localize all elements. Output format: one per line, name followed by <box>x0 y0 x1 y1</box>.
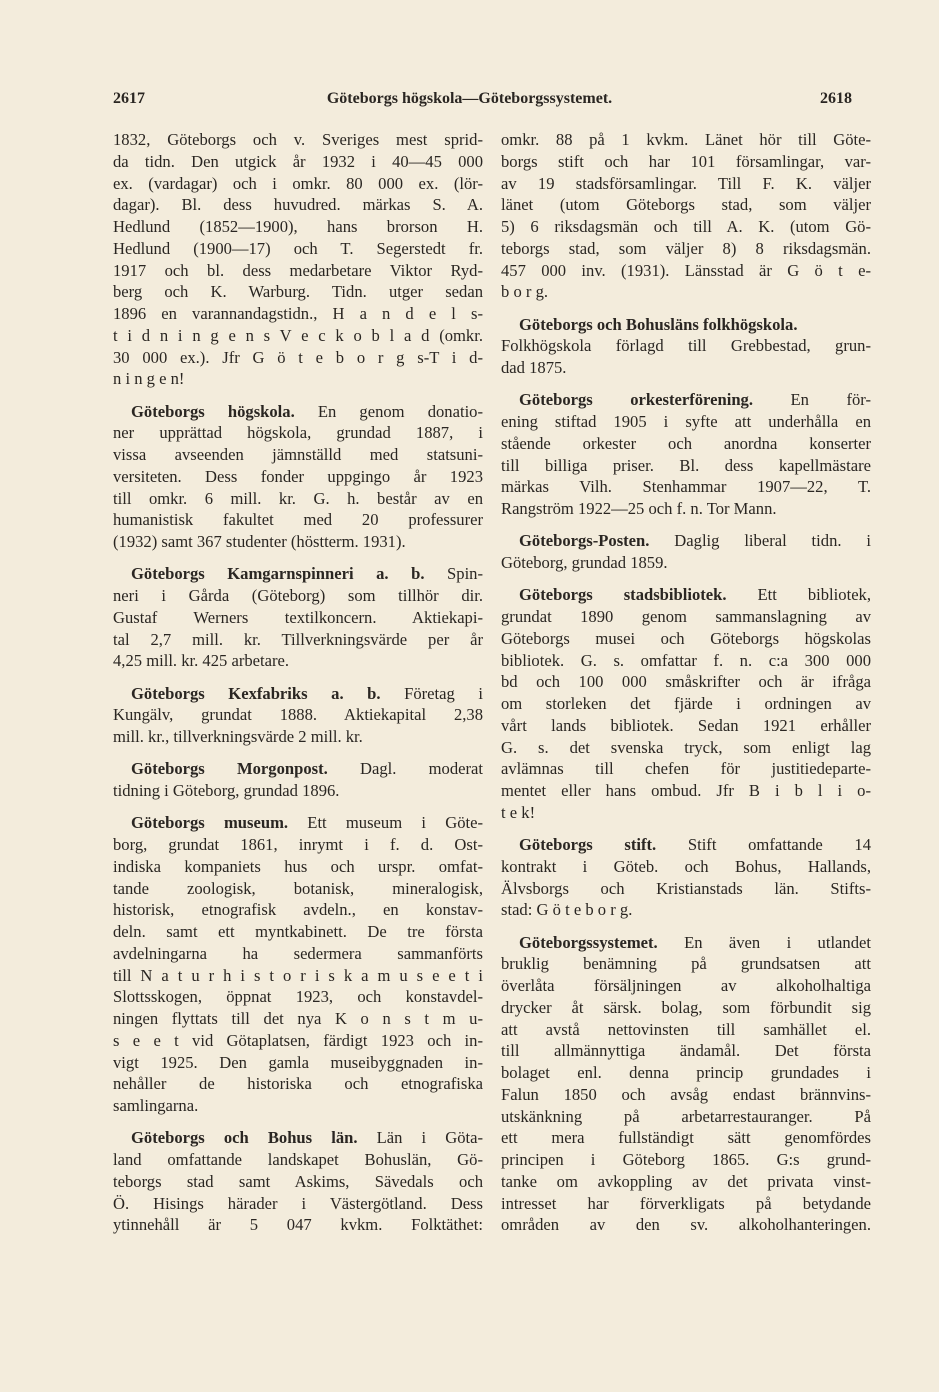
text-line <box>113 758 483 780</box>
text-line <box>501 281 871 303</box>
text-line <box>113 488 483 510</box>
text-line <box>113 303 483 325</box>
article-entry <box>113 758 483 802</box>
entry-headword: Göteborgs Morgonpost. <box>131 759 328 779</box>
text-line <box>113 986 483 1008</box>
text-line <box>501 715 871 737</box>
line-text: 4,25 mill. kr. 425 arbetare. <box>113 651 290 671</box>
article-entry <box>113 683 483 748</box>
text-line <box>113 401 483 423</box>
line-text: ett mera fullständigt sätt genomfördes <box>501 1128 871 1148</box>
text-line <box>113 607 483 629</box>
text-line <box>113 921 483 943</box>
line-text: bibliotek. G. s. omfattar f. n. c:a 300 000 <box>501 650 871 670</box>
line-text: omkr. 88 på 1 kvkm. Länet hör till Göte- <box>501 130 871 149</box>
line-text: Göteborgs musei och Göteborgs högskolas <box>501 628 871 648</box>
text-line <box>501 1019 871 1041</box>
line-text: humanistisk fakultet med 20 professurer <box>113 510 483 530</box>
text-line <box>501 953 871 975</box>
line-text: ex. (vardagar) och i omkr. 80 000 ex. (lör- <box>113 173 483 193</box>
line-text: nehåller de historiska och etnografiska <box>113 1074 483 1094</box>
line-text: da tidn. Den utgick år 1932 i 40—45 000 <box>113 151 483 171</box>
text-line <box>501 671 871 693</box>
line-text: avdelningarna ha sedermera sammanförts <box>113 943 483 963</box>
article-entry <box>501 932 871 1237</box>
text-line <box>501 1171 871 1193</box>
entry-headword: Göteborgs stift. <box>519 835 657 854</box>
line-text: Ö. Hisings härader i Västergötland. Dess <box>113 1193 483 1213</box>
text-line <box>113 856 483 878</box>
text-line <box>113 422 483 444</box>
line-text: 457 000 inv. (1931). Länsstad är G ö t e- <box>501 260 871 280</box>
line-text: intresset har förverkligats på betydande <box>501 1193 871 1213</box>
line-text: deln. samt ett myntkabinett. De tre första <box>113 922 483 941</box>
text-line <box>501 628 871 650</box>
text-line <box>501 606 871 628</box>
line-text: bd och 100 000 småskrifter och är ifråga <box>501 672 871 692</box>
text-line <box>113 563 483 585</box>
line-text: teborgs stad samt Askims, Sävedals och <box>113 1171 483 1191</box>
line-text: principen i Göteborg 1865. G:s grund- <box>501 1150 871 1169</box>
text-line <box>501 1106 871 1128</box>
text-line <box>501 455 871 477</box>
text-line <box>113 780 483 802</box>
text-line <box>113 878 483 900</box>
line-text: berg och K. Warburg. Tidn. utger sedan <box>113 282 483 302</box>
text-line <box>113 1095 483 1117</box>
text-line <box>501 780 871 802</box>
line-text: tanke om avkoppling av det privata vinst- <box>501 1171 871 1191</box>
text-line <box>113 726 483 748</box>
text-line <box>501 584 871 606</box>
line-text: borg, grundat 1861, inrymt i f. d. Ost- <box>113 835 483 854</box>
line-text: Stift omfattande 14 <box>656 835 872 854</box>
line-text: mentet eller hans ombud. Jfr B i b l i o- <box>501 781 871 800</box>
line-text: 5) 6 riksdagsmän och till A. K. (utom Gö- <box>501 217 871 236</box>
entry-headword: Göteborgs och Bohusläns folkhögskola. <box>519 314 798 334</box>
text-line <box>501 433 871 455</box>
line-text: Dagl. moderat <box>327 759 483 779</box>
text-line <box>501 1084 871 1106</box>
line-text: ytinnehåll är 5 047 kvkm. Folktäthet: <box>113 1215 483 1235</box>
article-entry <box>113 129 483 390</box>
line-text: ening stiftad 1905 i syfte att underhålla en <box>501 412 871 431</box>
text-line <box>501 693 871 715</box>
text-line <box>501 498 871 520</box>
line-text: tande zoologisk, botanisk, mineralogisk, <box>113 878 483 898</box>
text-line <box>501 975 871 997</box>
text-line <box>501 238 871 260</box>
line-text: 1896 en varannandagstidn., H a n d e l s- <box>113 304 483 323</box>
line-text: t e k! <box>501 802 536 822</box>
line-text: 1832, Göteborgs och v. Sveriges mest sprid- <box>113 130 483 149</box>
line-text: Hedlund (1900—17) och T. Segerstedt fr. <box>113 238 483 258</box>
text-line <box>113 812 483 834</box>
text-line <box>501 216 871 238</box>
line-text: bruklig benämning på grundsatsen att <box>501 954 871 974</box>
text-line <box>113 585 483 607</box>
text-line <box>501 834 871 856</box>
text-line <box>113 173 483 195</box>
text-line <box>501 194 871 216</box>
line-text: G. s. det svenska tryck, som enligt lag <box>501 737 871 757</box>
article-entry <box>113 563 483 672</box>
text-line <box>501 737 871 759</box>
text-line <box>113 1214 483 1236</box>
text-line <box>113 1127 483 1149</box>
text-line <box>113 943 483 965</box>
article-entry <box>501 314 871 379</box>
line-text: till N a t u r h i s t o r i s k a m u s e e t i <box>113 965 483 985</box>
line-text: märkas Vilh. Stenhammar 1907—22, T. <box>501 477 871 497</box>
text-line <box>501 151 871 173</box>
text-line <box>501 650 871 672</box>
line-text: kontrakt i Göteb. och Bohus, Hallands, <box>501 856 871 876</box>
entry-headword: Göteborgs Kamgarnspinneri a. b. <box>131 564 425 584</box>
line-text: (1932) samt 367 studenter (höstterm. 1931). <box>113 532 406 551</box>
line-text: En genom donatio- <box>294 401 484 421</box>
text-line <box>113 683 483 705</box>
text-line <box>501 260 871 282</box>
text-line <box>501 1149 871 1171</box>
line-text: Falun 1850 och avsåg endast brännvins- <box>501 1084 871 1104</box>
line-text: att avstå nettovinsten till samhället el. <box>501 1019 871 1039</box>
line-text: ningen flyttats till det nya K o n s t m u- <box>113 1009 483 1028</box>
line-text: Ett bibliotek, <box>726 585 871 605</box>
text-line <box>113 444 483 466</box>
line-text: Företag i <box>380 683 483 703</box>
line-text: Rangström 1922—25 och f. n. Tor Mann. <box>501 499 777 518</box>
line-text: Älvsborgs och Kristianstads län. Stifts- <box>501 878 871 898</box>
article-entry <box>113 1127 483 1236</box>
line-text: vigt 1925. Den gamla museibyggnaden in- <box>113 1052 483 1072</box>
entry-headword: Göteborgs stadsbibliotek. <box>519 585 727 605</box>
line-text: länet (utom Göteborgs stad, som väljer <box>501 195 871 215</box>
line-text: En även i utlandet <box>657 932 871 952</box>
running-title: Göteborgs högskola—Göteborgssystemet. <box>326 90 613 107</box>
text-line <box>113 509 483 531</box>
line-text: Slottsskogen, öppnat 1923, och konstavdel- <box>113 987 483 1007</box>
text-line <box>501 932 871 954</box>
text-line <box>113 899 483 921</box>
text-line <box>113 1193 483 1215</box>
text-line <box>501 1214 871 1236</box>
text-line <box>113 704 483 726</box>
text-line <box>501 856 871 878</box>
line-text: överlåta försäljningen av alkoholhaltiga <box>501 976 871 995</box>
text-line <box>113 347 483 369</box>
text-line <box>501 1062 871 1084</box>
text-line <box>113 1171 483 1193</box>
text-line <box>113 216 483 238</box>
text-line <box>113 368 483 390</box>
line-text: om storleken det fjärde i ordningen av <box>501 694 871 713</box>
line-text: till allmännyttiga ändamål. Det första <box>501 1041 871 1061</box>
line-text: stad: G ö t e b o r g. <box>501 900 633 920</box>
text-line <box>113 1149 483 1171</box>
text-line <box>113 1052 483 1074</box>
article-entry <box>113 812 483 1117</box>
line-text: Län i Göta- <box>357 1128 483 1148</box>
line-text: teborgs stad, som väljer 8) 8 riksdagsmän. <box>501 238 871 258</box>
text-line <box>113 834 483 856</box>
line-text: Daglig liberal tidn. i <box>649 531 871 551</box>
article-entry <box>501 129 871 303</box>
text-line <box>501 129 871 151</box>
line-text: samlingarna. <box>113 1096 199 1115</box>
line-text: n i n g e n! <box>113 369 185 389</box>
text-line <box>113 238 483 260</box>
text-line <box>113 650 483 672</box>
text-line <box>501 997 871 1019</box>
entry-headword: Göteborgssystemet. <box>519 932 658 952</box>
line-text: dad 1875. <box>501 358 567 377</box>
line-text: mill. kr., tillverkningsvärde 2 mill. kr. <box>113 727 363 746</box>
article-entry <box>113 401 483 553</box>
line-text: tidning i Göteborg, grundad 1896. <box>113 781 340 800</box>
line-text: vårt lands bibliotek. Sedan 1921 erhåller <box>501 715 871 735</box>
line-text: Kungälv, grundat 1888. Aktiekapital 2,38 <box>113 705 483 725</box>
text-line <box>501 389 871 411</box>
line-text: land omfattande landskapet Bohuslän, Gö- <box>113 1150 483 1169</box>
line-text: b o r g. <box>501 282 549 302</box>
text-line <box>113 1030 483 1052</box>
line-text: ner upprättad högskola, grundad 1887, i <box>113 423 483 443</box>
line-text: bolaget enl. denna princip grundades i <box>501 1063 871 1082</box>
text-line <box>501 899 871 921</box>
line-text: 30 000 ex.). Jfr G ö t e b o r g s-T i d- <box>113 347 483 367</box>
line-text: dagar). Bl. dess huvudred. märkas S. A. <box>113 195 483 215</box>
line-text: 1917 och bl. dess medarbetare Viktor Ryd- <box>113 260 483 280</box>
text-line <box>501 802 871 824</box>
line-text: tal 2,7 mill. kr. Tillverkningsvärde per år <box>113 629 483 649</box>
line-text: Ett museum i Göte- <box>288 813 483 833</box>
text-line <box>501 530 871 552</box>
text-line <box>501 758 871 780</box>
text-line <box>501 878 871 900</box>
article-entry <box>501 584 871 823</box>
line-text: s e e t vid Götaplatsen, färdigt 1923 och in- <box>113 1030 483 1050</box>
text-line <box>113 325 483 347</box>
text-line <box>113 531 483 553</box>
text-line <box>501 1040 871 1062</box>
entry-headword: Göteborgs-Posten. <box>519 531 650 551</box>
entry-headword: Göteborgs och Bohus län. <box>131 1128 358 1148</box>
line-text: Spin- <box>424 564 483 584</box>
entry-headword: Göteborgs orkesterförening. <box>519 390 753 410</box>
line-text: till billiga priser. Bl. dess kapellmästare <box>501 455 871 475</box>
line-text: avlämnas till chefen för justitiedeparte- <box>501 759 871 779</box>
text-line <box>501 335 871 357</box>
line-text: Folkhögskola förlagd till Grebbestad, grun- <box>501 336 871 356</box>
text-line <box>113 194 483 216</box>
text-line <box>501 173 871 195</box>
line-text: versiteten. Dess fonder uppgingo år 1923 <box>113 466 483 486</box>
line-text: till omkr. 6 mill. kr. G. h. består av en <box>113 488 483 508</box>
line-text: områden av den sv. alkoholhanteringen. <box>501 1215 871 1235</box>
text-line <box>501 552 871 574</box>
line-text: En för- <box>753 390 872 410</box>
article-entry <box>501 389 871 520</box>
text-line <box>501 476 871 498</box>
line-text: historisk, etnografisk avdeln., en konstav- <box>113 900 483 920</box>
line-text: indiska kompaniets hus och urspr. omfat- <box>113 856 483 876</box>
line-text: av 19 stadsförsamlingar. Till F. K. väljer <box>501 173 871 193</box>
line-text: utskänkning på arbetarrestauranger. På <box>501 1106 871 1126</box>
text-line <box>501 1127 871 1149</box>
line-text: Hedlund (1852—1900), hans brorson H. <box>113 217 483 236</box>
page-number-right: 2618 <box>820 90 852 107</box>
line-text: drycker åt särsk. bolag, som förbundit sig <box>501 997 871 1017</box>
text-line <box>113 129 483 151</box>
line-text: Gustaf Werners textilkoncern. Aktiekapi- <box>113 607 483 627</box>
line-text: stående orkester och anordna konserter <box>501 433 871 453</box>
text-line <box>113 151 483 173</box>
right-column <box>501 129 871 1247</box>
article-entry <box>501 834 871 921</box>
text-line <box>501 357 871 379</box>
text-line <box>113 281 483 303</box>
text-line <box>501 1193 871 1215</box>
text-line <box>113 1008 483 1030</box>
line-text: grundat 1890 genom sammanslagning av <box>501 607 871 626</box>
text-line <box>113 629 483 651</box>
entry-headword: Göteborgs Kexfabriks a. b. <box>131 683 381 703</box>
text-line <box>501 314 871 336</box>
text-line <box>113 466 483 488</box>
line-text: neri i Gårda (Göteborg) som tillhör dir. <box>113 586 483 605</box>
line-text: borgs stift och har 101 församlingar, var- <box>501 151 871 171</box>
entry-headword: Göteborgs museum. <box>131 813 289 833</box>
line-text: Göteborg, grundad 1859. <box>501 553 668 572</box>
left-column <box>113 129 483 1247</box>
article-entry <box>501 530 871 574</box>
text-line <box>113 1073 483 1095</box>
entry-headword: Göteborgs högskola. <box>131 401 295 421</box>
page-number-left: 2617 <box>113 90 145 107</box>
line-text: vissa avseenden jämnställd med statsuni- <box>113 445 483 464</box>
text-line <box>501 411 871 433</box>
text-line <box>113 965 483 987</box>
text-line <box>113 260 483 282</box>
line-text: t i d n i n g e n s V e c k o b l a d (omkr. <box>113 325 483 345</box>
